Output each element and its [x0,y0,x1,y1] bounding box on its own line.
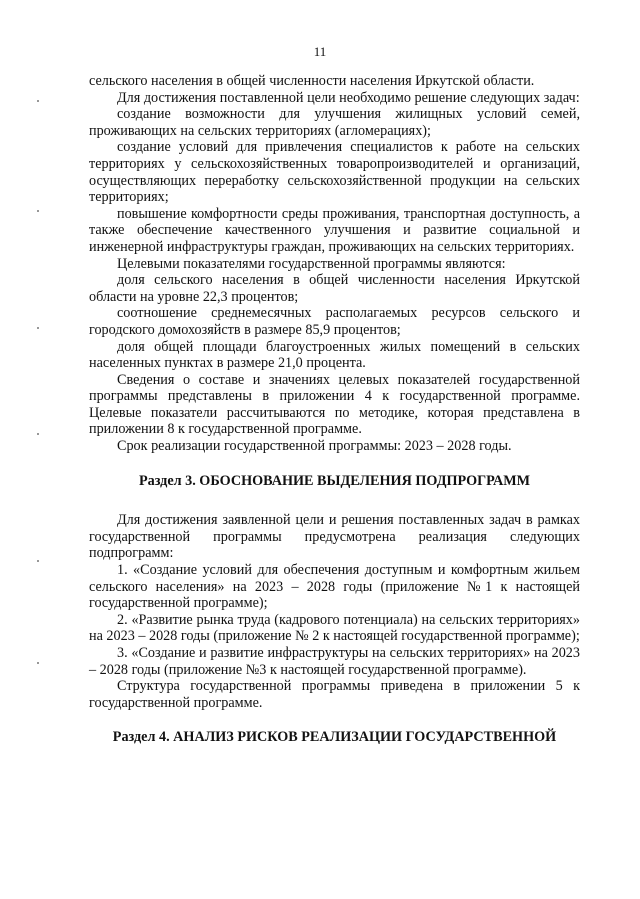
scan-mark [37,662,39,664]
paragraph: создание условий для привлечения специалистов к работе на сельских территориях у сельскохозяйственных товаропроизводителей и организаций, осуществляющих переработку сельскохозяйственной продукции на сельских территориях; [89,139,580,206]
paragraph: создание возможности для улучшения жилищных условий семей, проживающих на сельских территориях (агломерациях); [89,106,580,139]
paragraph: соотношение среднемесячных располагаемых ресурсов сельского и городского домохозяйств в размере 85,9 процентов; [89,305,580,338]
scan-mark [37,433,39,435]
paragraph: Для достижения заявленной цели и решения поставленных задач в рамках государственной программы предусмотрена реализация следующих подпрограмм: [89,512,580,562]
paragraph: 1. «Создание условий для обеспечения доступным и комфортным жильем сельского населения» на 2023 – 2028 годы (приложение №1 к настоящей государственной программе); [89,562,580,612]
section-4-heading: Раздел 4. АНАЛИЗ РИСКОВ РЕАЛИЗАЦИИ ГОСУДАРСТВЕННОЙ [112,729,557,746]
paragraph: 2. «Развитие рынка труда (кадрового потенциала) на сельских территориях» на 2023 – 2028 годы (приложение № 2 к настоящей государственной программе); [89,611,580,645]
paragraph: Сведения о составе и значениях целевых показателей государственной программы представлены в приложении 4 к государственной программе. Целевые показатели рассчитываются по методике, которая представлена в приложении 8 к государственной программе. [89,371,580,438]
paragraph: сельского населения в общей численности населения Иркутской области. [89,73,535,89]
paragraph: Для достижения поставленной цели необходимо решение следующих задач: [117,89,580,106]
paragraph: Целевыми показателями государственной программы являются: [117,255,506,272]
scan-mark [37,100,39,102]
paragraph: 3. «Создание и развитие инфраструктуры на сельских территориях» на 2023 – 2028 годы (приложение №3 к настоящей государственной программе). [89,645,580,678]
paragraph: повышение комфортности среды проживания, транспортная доступность, а также обеспечение качественного улучшения и развитие социальной и инженерной инфраструктуры граждан, проживающих на сельских территориях. [89,205,580,255]
paragraph-group-subprograms [89,512,580,711]
paragraph: Структура государственной программы приведена в приложении 5 к государственной программе. [89,678,580,711]
paragraph-group-goals [89,73,580,455]
paragraph: доля общей площади благоустроенных жилых помещений в сельских населенных пунктах в размере 21,0 процента. [89,338,580,372]
paragraph: доля сельского населения в общей численности населения Иркутской области на уровне 22,3 процентов; [89,272,580,305]
scan-mark [37,327,39,329]
document-body [89,73,580,746]
scan-mark [37,210,39,212]
paragraph: Срок реализации государственной программы: 2023 – 2028 годы. [117,438,512,455]
page-number: 11 [313,44,327,59]
section-3-heading: Раздел 3. ОБОСНОВАНИЕ ВЫДЕЛЕНИЯ ПОДПРОГРАММ [138,472,531,489]
scan-mark [37,560,39,562]
